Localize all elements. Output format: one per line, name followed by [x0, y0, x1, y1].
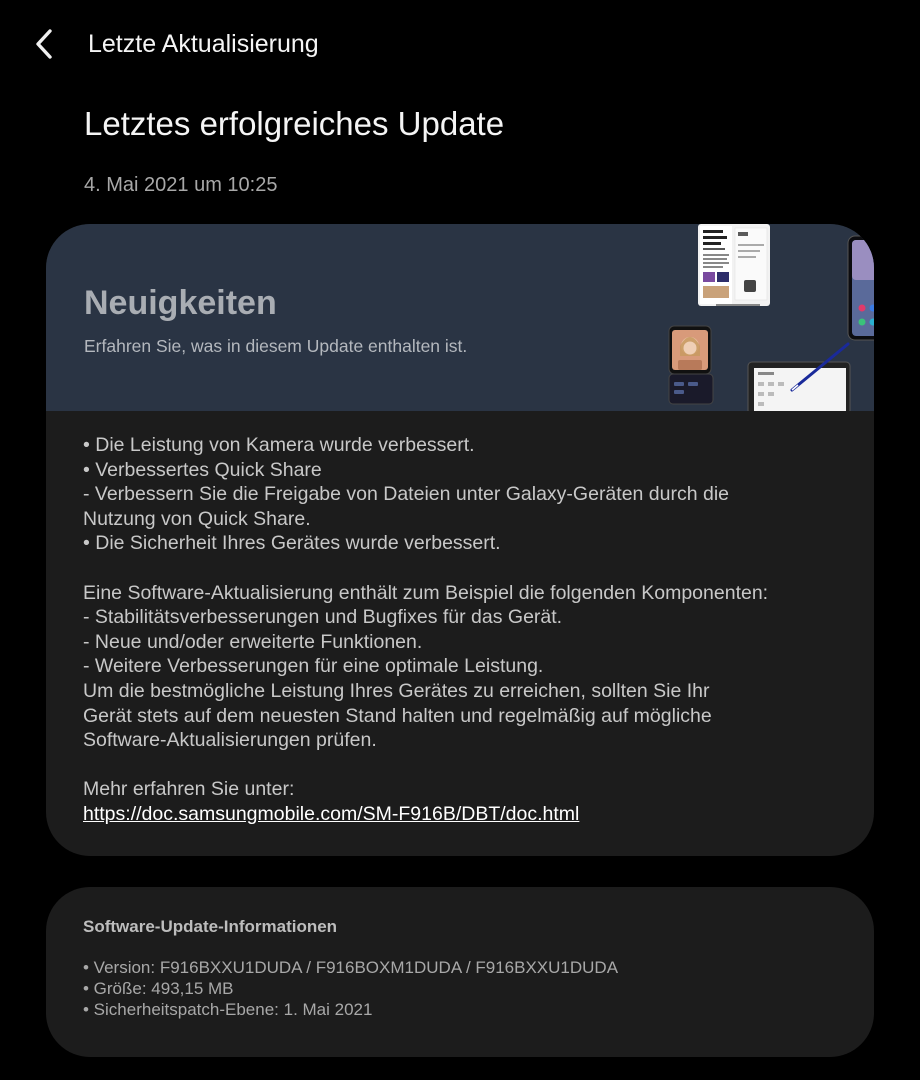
news-line: Eine Software-Aktualisierung enthält zum Beispiel die folgenden Komponenten:	[83, 581, 769, 604]
page-title: Letztes erfolgreiches Update	[84, 105, 505, 142]
news-line: Mehr erfahren Sie unter:	[83, 778, 295, 801]
devices-illustration	[666, 224, 874, 411]
info-version: • Version: F916BXXU1DUDA / F916BOXM1DUDA / F916BXXU1DUDA	[83, 958, 619, 977]
news-line: - Verbessern Sie die Freigabe von Dateien unter Galaxy-Geräten durch die	[83, 483, 730, 506]
news-line: Nutzung von Quick Share.	[83, 507, 311, 530]
banner-title: Neuigkeiten	[84, 284, 277, 322]
news-line: - Stabilitätsverbesserungen und Bugfixes für das Gerät.	[83, 606, 563, 629]
doc-link[interactable]: https://doc.samsungmobile.com/SM-F916B/DBT/doc.html	[83, 802, 580, 825]
whats-new-content	[83, 433, 843, 827]
app-bar-title: Letzte Aktualisierung	[88, 30, 319, 58]
news-line: • Die Sicherheit Ihres Gerätes wurde verbessert.	[83, 532, 501, 555]
news-line: Software-Aktualisierungen prüfen.	[83, 729, 377, 752]
news-line: • Die Leistung von Kamera wurde verbessert.	[83, 434, 475, 456]
update-info-card	[46, 887, 874, 1057]
news-line: Um die bestmögliche Leistung Ihres Gerätes zu erreichen, sollten Sie Ihr	[83, 679, 710, 702]
phone-front-illustration	[848, 236, 874, 340]
update-date: 4. Mai 2021 um 10:25	[84, 174, 278, 196]
tablet-illustration	[748, 344, 850, 411]
foldable-phone-illustration	[669, 326, 713, 404]
news-line: - Neue und/oder erweiterte Funktionen.	[83, 630, 423, 653]
banner-subtitle: Erfahren Sie, was in diesem Update enthalten ist.	[84, 336, 468, 356]
info-security-patch: • Sicherheitspatch-Ebene: 1. Mai 2021	[83, 1000, 373, 1019]
whats-new-banner	[46, 224, 874, 411]
news-line: • Verbessertes Quick Share	[83, 458, 322, 481]
news-line: Gerät stets auf dem neuesten Stand halten und regelmäßig auf mögliche	[83, 704, 712, 727]
info-title: Software-Update-Informationen	[83, 917, 338, 936]
top-app-bar	[0, 0, 920, 90]
back-button[interactable]	[24, 22, 64, 66]
paragraph-spacer	[83, 753, 843, 778]
info-size: • Größe: 493,15 MB	[83, 979, 234, 998]
news-line: - Weitere Verbesserungen für eine optimale Leistung.	[83, 655, 544, 678]
whats-new-card	[46, 224, 874, 856]
phone-screen-illustration	[698, 224, 770, 306]
paragraph-spacer	[83, 556, 843, 581]
info-list	[83, 957, 618, 1020]
chevron-left-icon	[33, 27, 55, 61]
